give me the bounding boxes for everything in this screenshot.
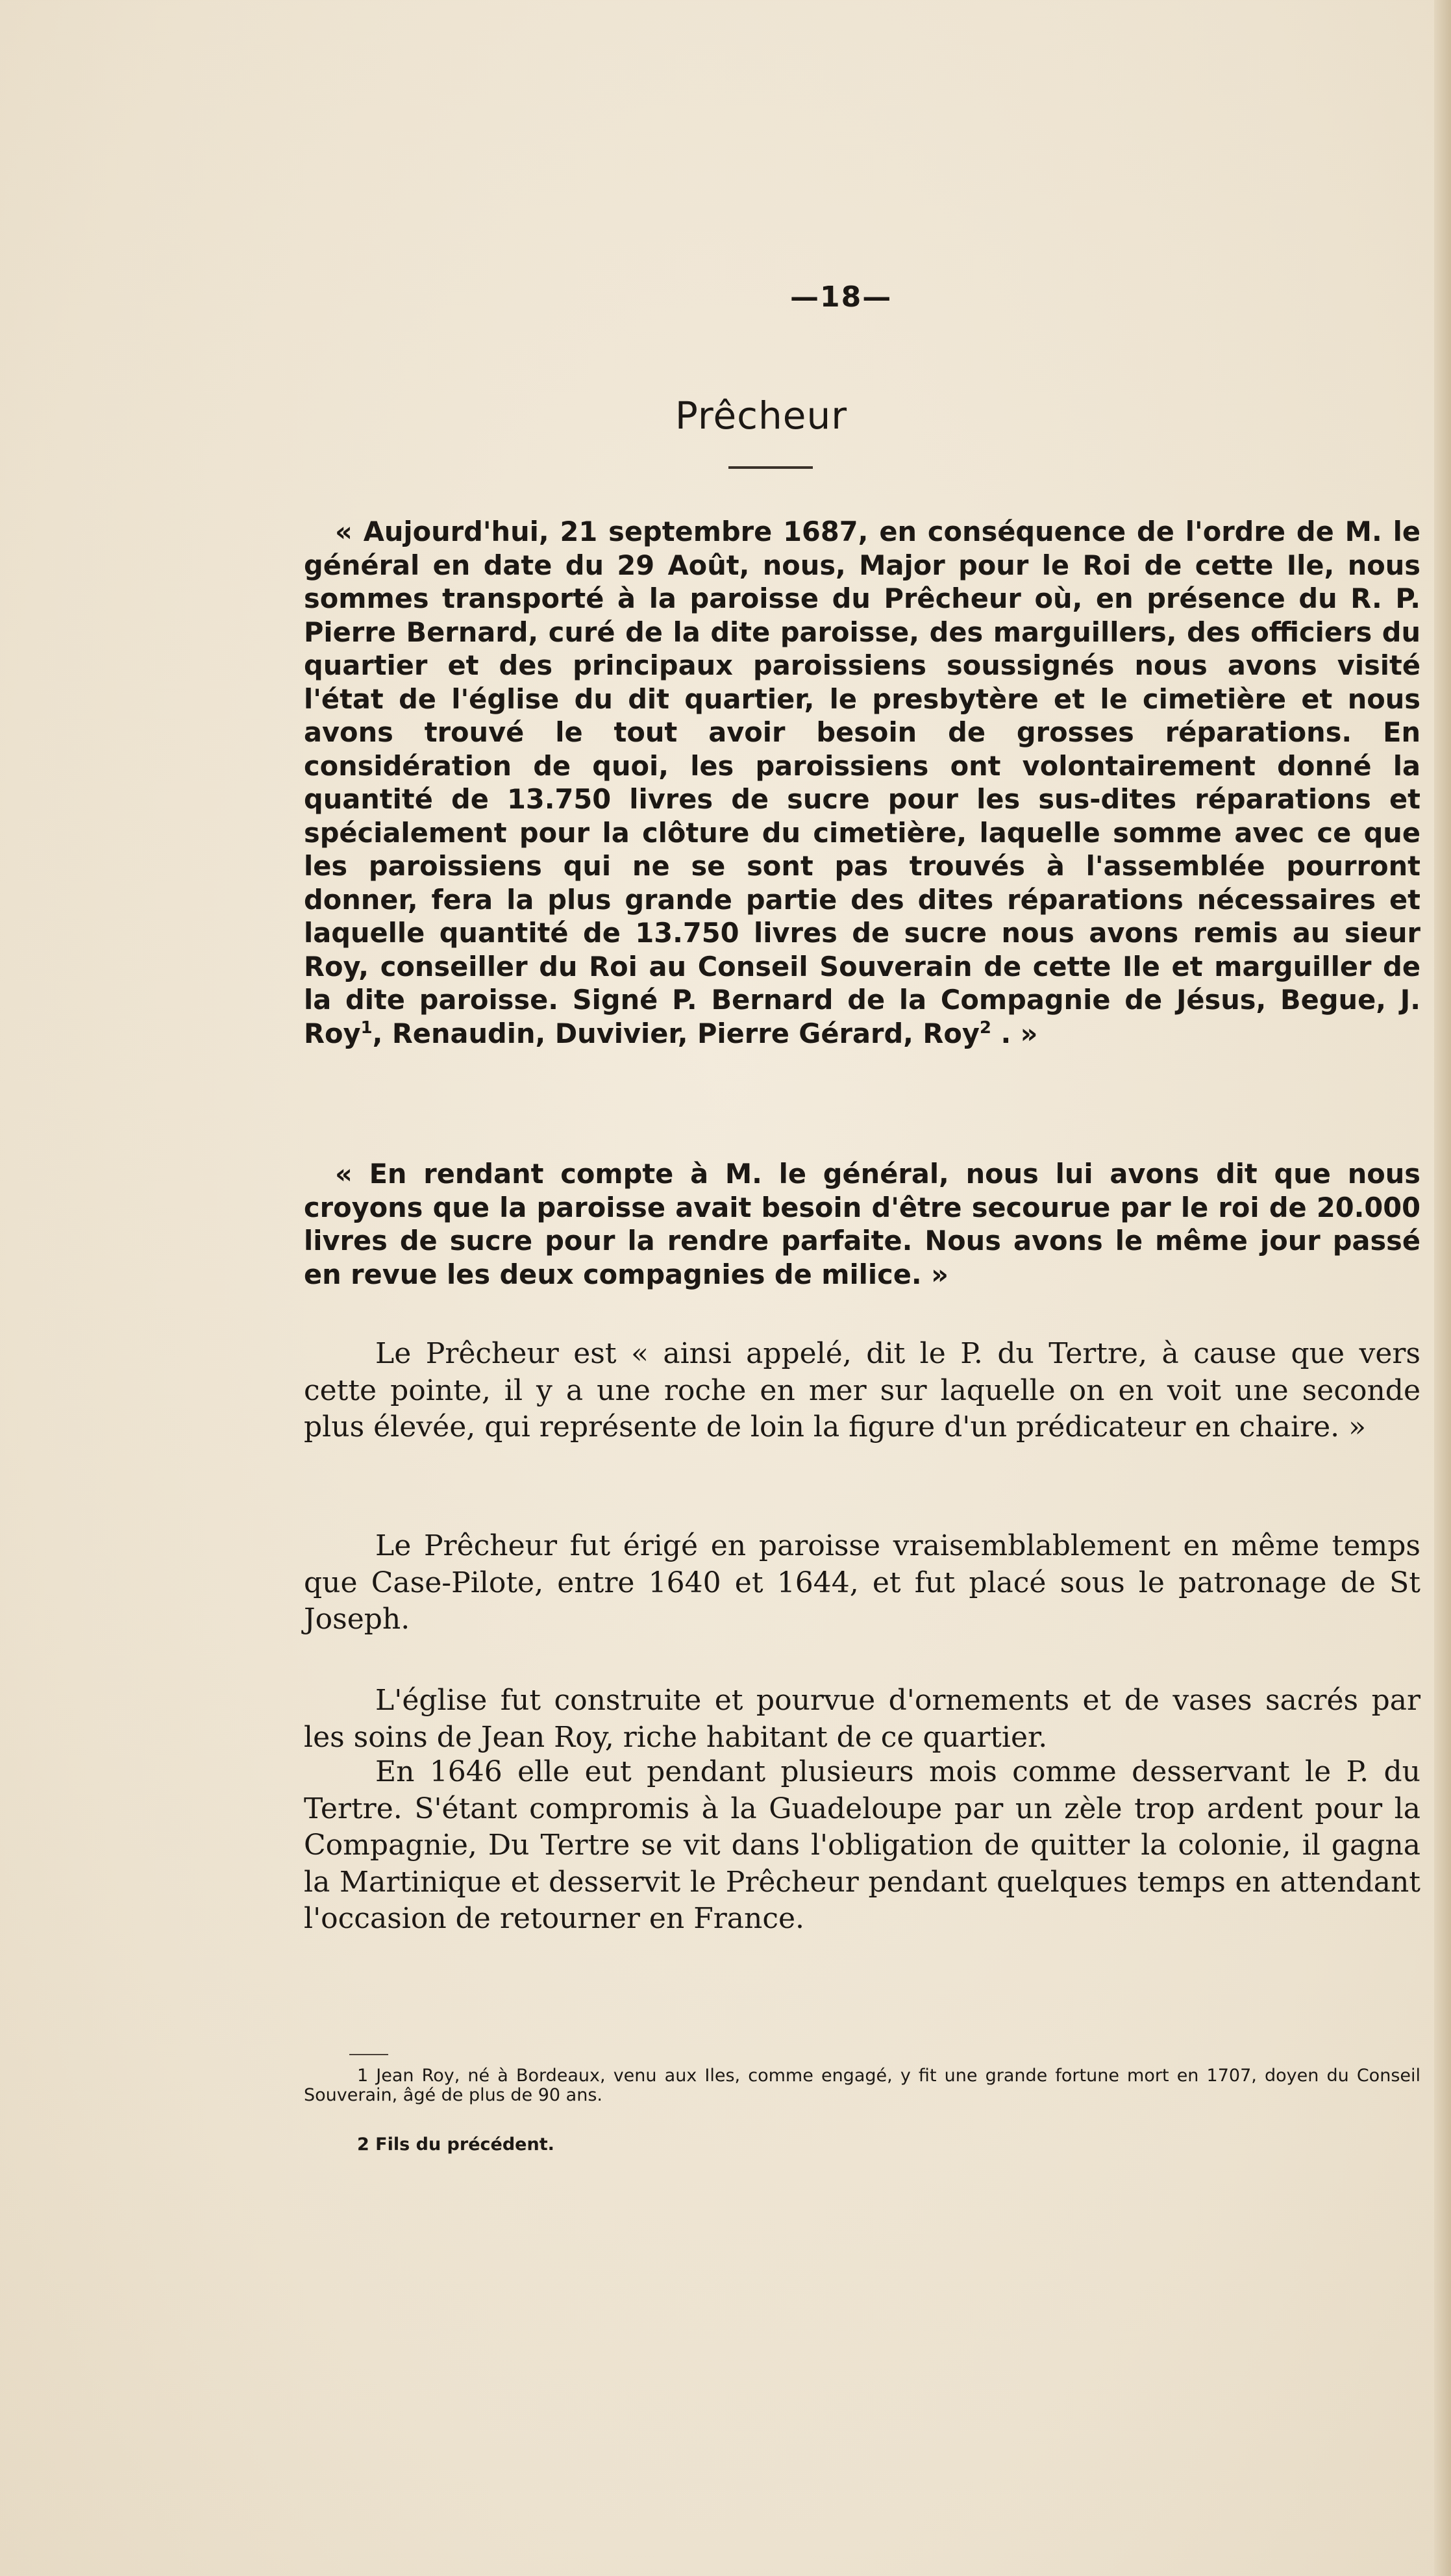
quote2-text: « En rendant compte à M. le général, nous lui avons dit que nous croyons que la paroisse avait besoin d'être secourue par le roi de 20.000 livres de sucre pour la rendre parfaite. Nous avons le même jour passé en revue les deux compagnies de milice. »: [304, 1158, 1420, 1290]
body-paragraph-1: [304, 1336, 1420, 1446]
quote-paragraph-1: [304, 515, 1420, 1050]
body-paragraph-4: [304, 1754, 1420, 1938]
quote-paragraph-2: [304, 1157, 1420, 1291]
footnote-ref-2: 2: [979, 1018, 991, 1038]
paragraph-text: En 1646 elle eut pendant plusieurs mois comme desservant le P. du Tertre. S'étant compromis à la Guadeloupe par un zèle trop ardent pour la Compagnie, Du Tertre se vit dans l'obligation de quitter la colonie, il gagna la Martinique et desservit le Prêcheur pendant quelques temps en attendant l'occasion de retourner en France.: [304, 1755, 1420, 1935]
body-paragraph-2: [304, 1528, 1420, 1638]
footnote-rule: [349, 2054, 388, 2055]
quote-text-end: . »: [991, 1017, 1038, 1049]
quote-text-cont: , Renaudin, Duvivier, Pierre Gérard, Roy: [372, 1017, 980, 1049]
footnote-1: [304, 2066, 1420, 2105]
page-edge: [1434, 0, 1451, 2576]
page-number: —18—: [790, 281, 893, 314]
body-paragraph-3: [304, 1682, 1420, 1756]
quote-text: « Aujourd'hui, 21 septembre 1687, en conséquence de l'ordre de M. le général en date du 29 Août, nous, Major pour le Roi de cette Ile, nous sommes transporté à la paroisse du Prêcheur où, en présence du R. P. Pierre Bernard, curé de la dite paroisse, des marguillers, des officiers du quartier et des principaux paroissiens soussignés nous avons visité l'état de l'église du dit quartier, le presbytère et le cimetière et nous avons trouvé le tout avoir besoin de grosses réparations. En considération de quoi, les paroissiens ont volontairement donné la quantité de 13.750 livres de sucre pour les sus-dites réparations et spécialement pour la clôture du cimetière, laquelle somme avec ce que les paroissiens qui ne se sont pas trouvés à l'assemblée pourront donner, fera la plus grande partie des dites réparations nécessaires et laquelle quantité de 13.750 livres de sucre nous avons remis au sieur Roy, conseiller du Roi au Conseil Souverain de cette Ile et marguiller de la dite paroisse. Signé P. Bernard de la Compagnie de Jésus, Begue, J. Roy: [304, 516, 1420, 1049]
footnote-2: 2 Fils du précédent.: [357, 2134, 554, 2155]
footnote-ref-1: 1: [360, 1018, 373, 1038]
page-title: Prêcheur: [675, 394, 848, 438]
title-rule: [728, 466, 813, 469]
footnote-text: 1 Jean Roy, né à Bordeaux, venu aux Iles, comme engagé, y fit une grande fortune mort en 1707, doyen du Conseil Souverain, âgé de plus de 90 ans.: [304, 2066, 1420, 2105]
paragraph-text: Le Prêcheur fut érigé en paroisse vraisemblablement en même temps que Case-Pilote, entre 1640 et 1644, et fut placé sous le patronage de St Joseph.: [304, 1529, 1420, 1636]
paragraph-text: Le Prêcheur est « ainsi appelé, dit le P. du Tertre, à cause que vers cette pointe, il y a une roche en mer sur laquelle on en voit une seconde plus élevée, qui représente de loin la figure d'un prédicateur en chaire. »: [304, 1337, 1420, 1444]
paragraph-text: L'église fut construite et pourvue d'ornements et de vases sacrés par les soins de Jean Roy, riche habitant de ce quartier.: [304, 1684, 1420, 1754]
